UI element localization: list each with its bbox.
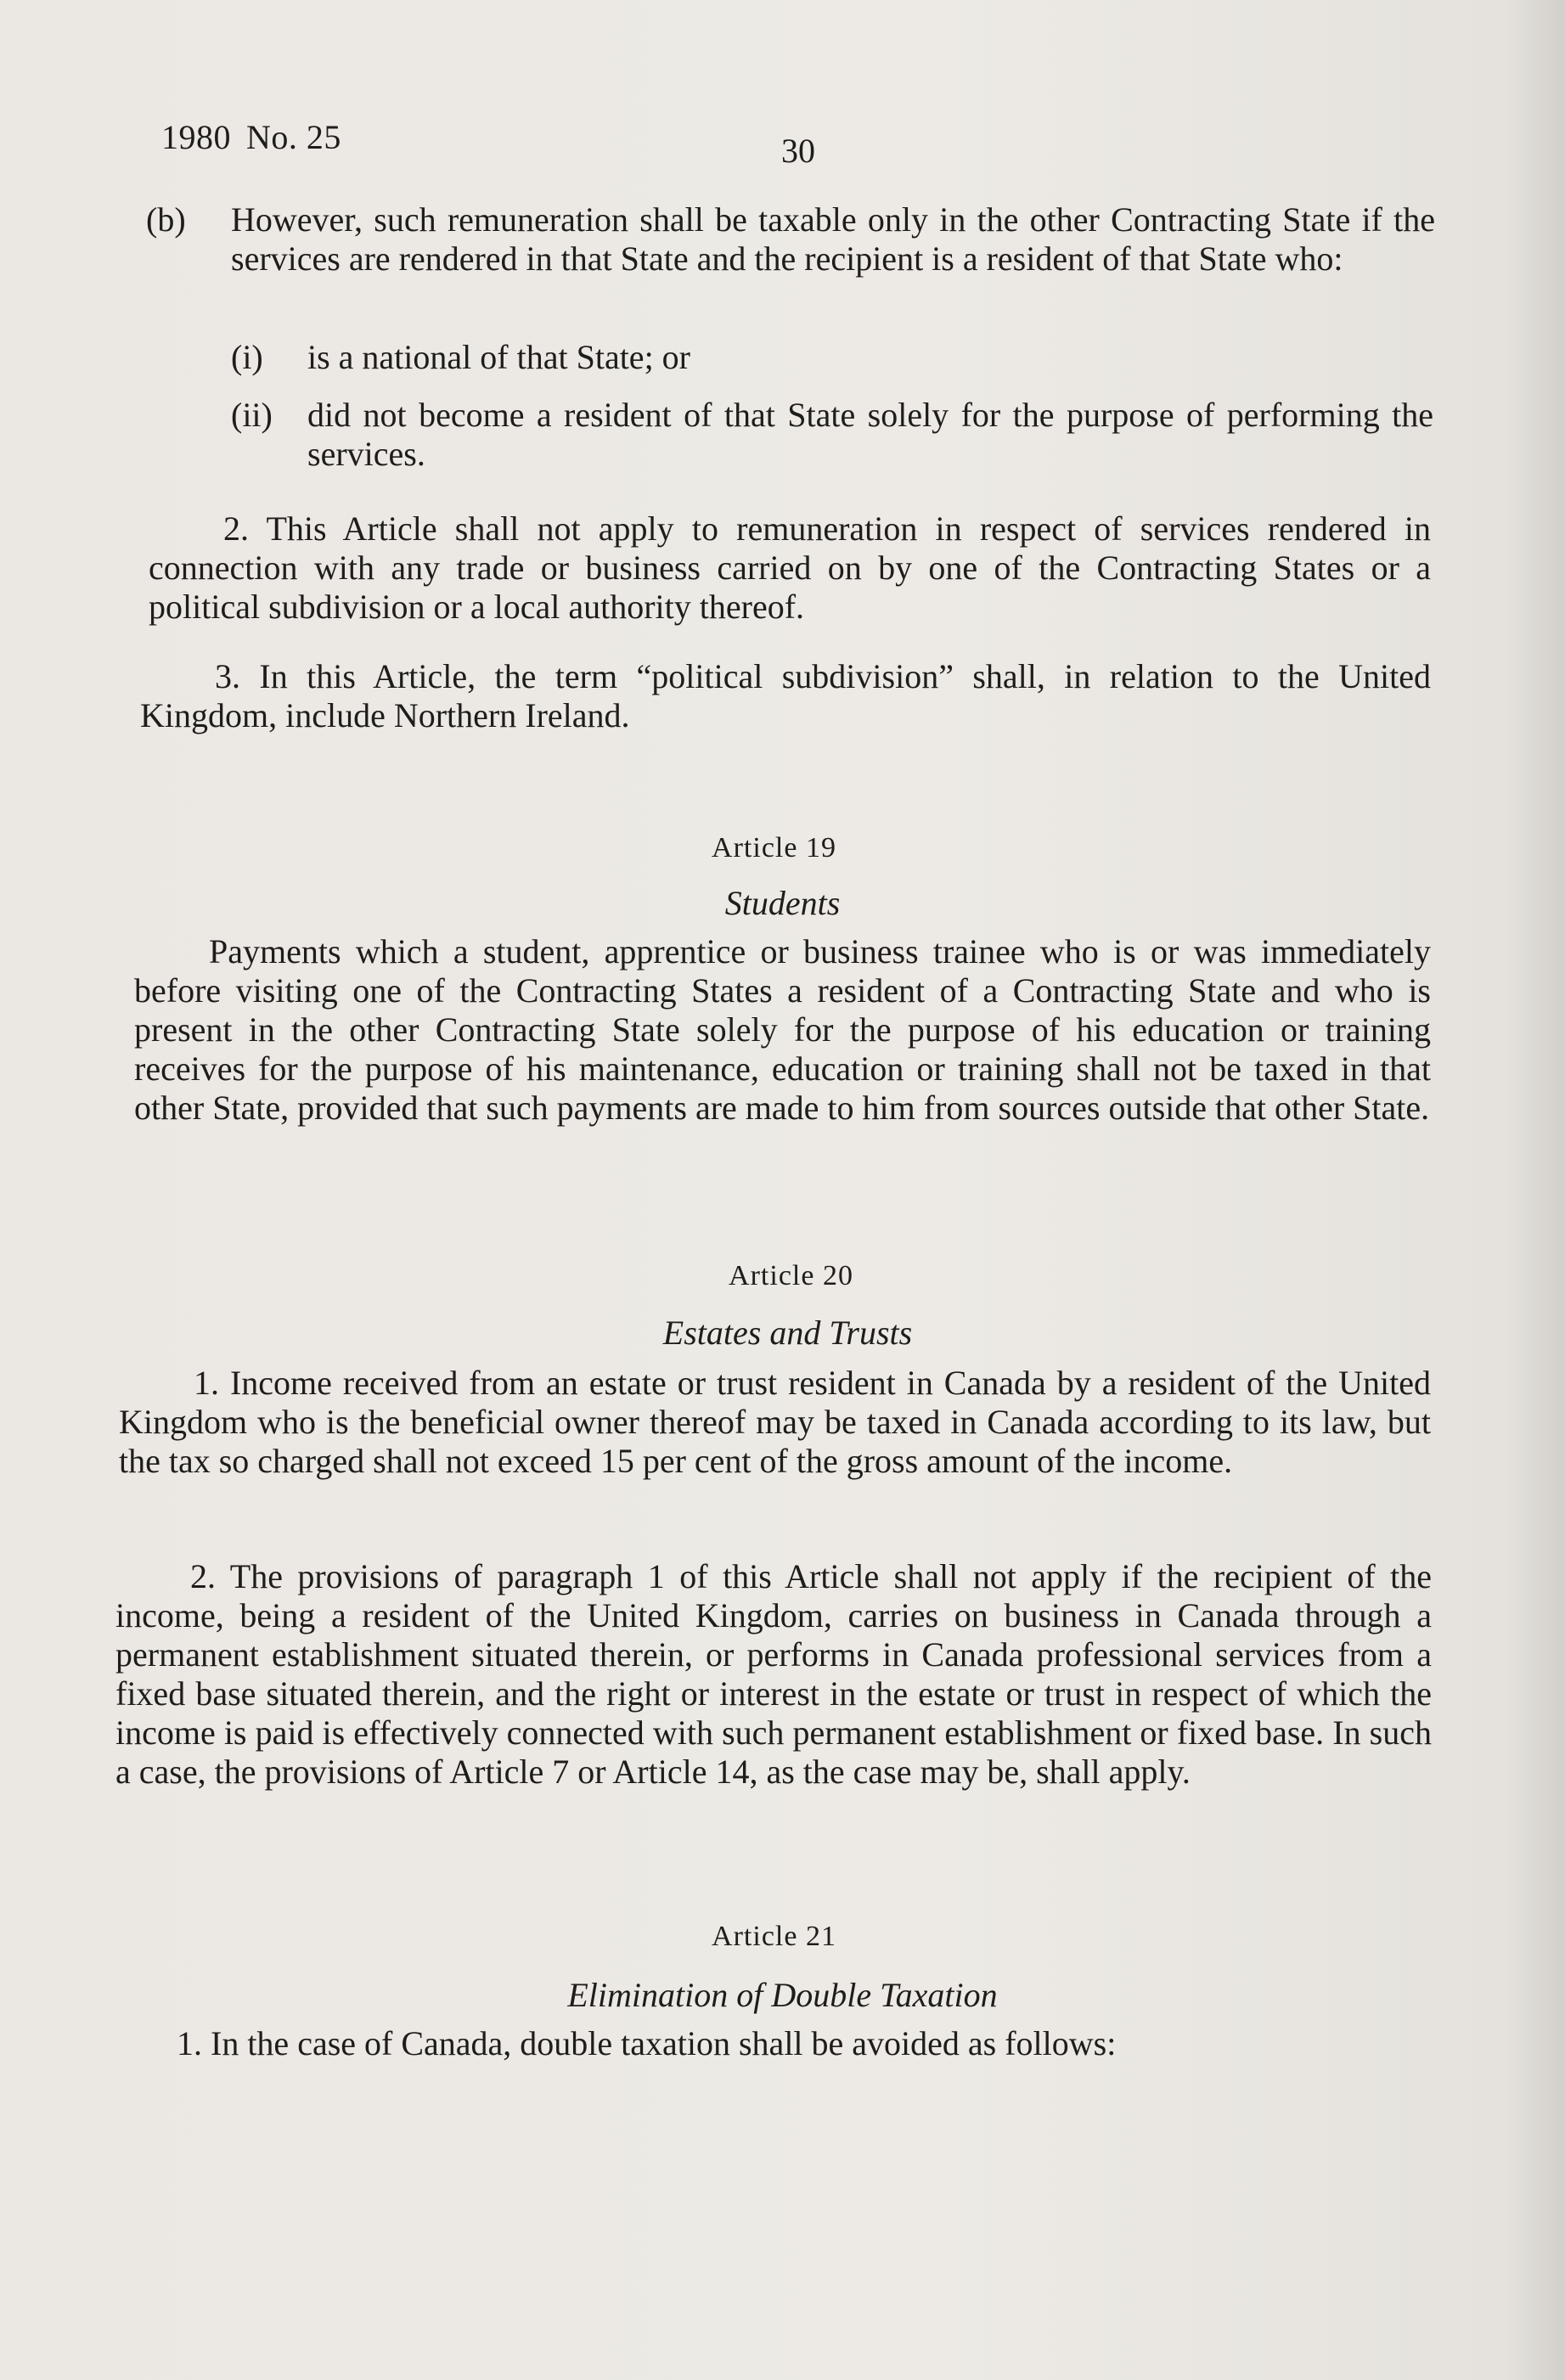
header-number: No. 25	[246, 118, 341, 156]
article-20-title: Estates and Trusts	[662, 1314, 913, 1352]
paragraph-b-label: (b)	[146, 200, 186, 239]
paragraph-b-i-label: (i)	[231, 338, 263, 376]
page-number: 30	[781, 132, 815, 170]
article-20-heading: Article 20	[729, 1260, 853, 1291]
page-edge-shadow	[1506, 0, 1565, 2380]
article-21-title: Elimination of Double Taxation	[567, 1976, 998, 2014]
article-20-paragraph-1: 1. Income received from an estate or trust resident in Canada by a resident of the United Kingdom who is the beneficial owner thereof may be taxed in Canada according to its law, but the tax so charged shall not exceed 15 per cent of the gross amount of the income.	[119, 1364, 1431, 1480]
paragraph-3: 3. In this Article, the term “political subdivision” shall, in relation to the United Kingdom, include Northern Ireland.	[140, 657, 1431, 734]
article-19-text: Payments which a student, apprentice or business trainee who is or was immediately before visiting one of the Contracting States a resident of a Contracting State and who is present in the other Contracting State solely for the purpose of his education or training receives for the purpose of his maintenance, education or training shall not be taxed in that other State, provided that such payments are made to him from sources outside that other State.	[134, 932, 1431, 1127]
paragraph-b-ii-label: (ii)	[231, 396, 273, 434]
paragraph-b-text: However, such remuneration shall be taxable only in the other Contracting State if the services are rendered in that State and the recipient is a resident of that State who:	[231, 200, 1435, 278]
article-19-title: Students	[724, 884, 841, 922]
running-header	[161, 117, 341, 157]
paragraph-b-i	[231, 338, 1428, 377]
paragraph-b-i-text: is a national of that State; or	[307, 338, 690, 376]
paragraph-b	[146, 200, 1435, 279]
article-21-paragraph-1: 1. In the case of Canada, double taxation shall be avoided as follows:	[177, 2024, 1117, 2062]
paragraph-b-ii	[231, 396, 1433, 474]
paragraph-2: 2. This Article shall not apply to remuneration in respect of services rendered in connection with any trade or business carried on by one of the Contracting States or a political subdivision or a local authority thereof.	[149, 509, 1431, 626]
article-20-paragraph-2: 2. The provisions of paragraph 1 of this Article shall not apply if the recipient of the income, being a resident of the United Kingdom, carries on business in Canada through a permanent establishment situated therein, or performs in Canada professional services from a fixed base situated therein, and the right or interest in the estate or trust in respect of which the income is paid is effectively connected with such permanent establishment or fixed base. In such a case, the provisions of Article 7 or Article 14, as the case may be, shall apply.	[115, 1557, 1432, 1791]
paragraph-b-ii-text: did not become a resident of that State solely for the purpose of performing the services.	[307, 396, 1433, 473]
article-21-heading: Article 21	[712, 1921, 836, 1952]
article-19-heading: Article 19	[712, 832, 836, 864]
header-year: 1980	[161, 118, 231, 156]
